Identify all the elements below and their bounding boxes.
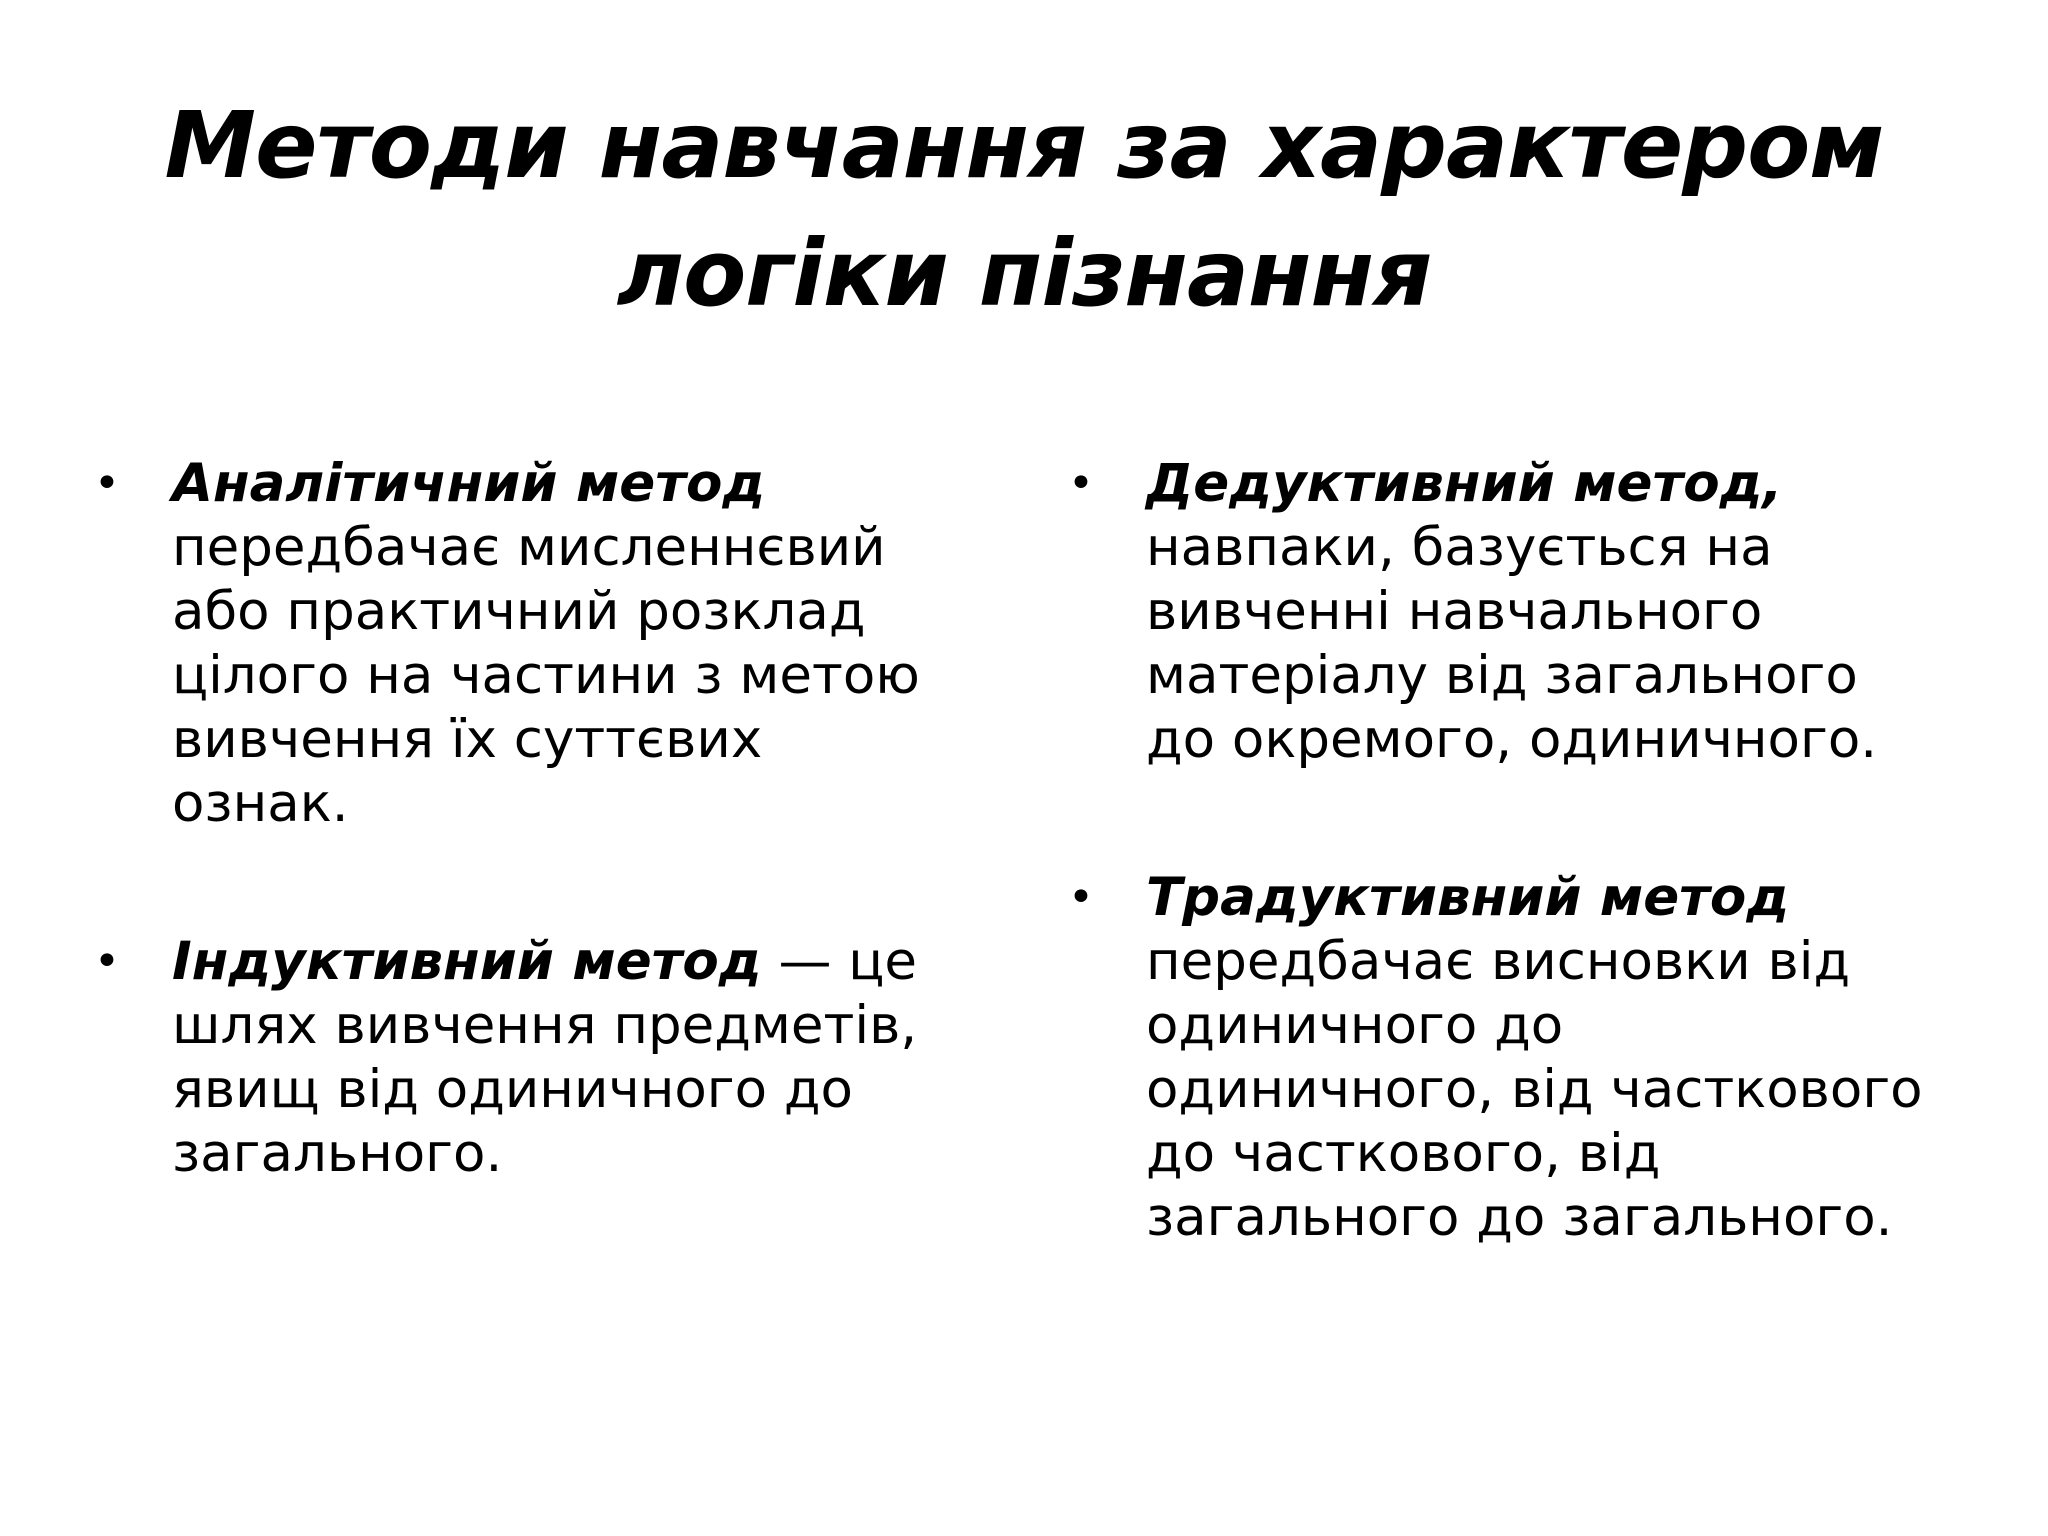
- right-bullet-list: [1068, 452, 2018, 1250]
- right-column: [1068, 452, 2018, 1344]
- text-line: одиничного до: [1146, 995, 1564, 1056]
- term-tail: — це: [761, 931, 917, 992]
- term-traductive-method: Традуктивний метод: [1146, 867, 1790, 928]
- bullet-dot-icon: •: [1068, 872, 1094, 923]
- text-line: вивченні навчального: [1146, 581, 1763, 642]
- text-line: вивчення їх суттєвих: [172, 709, 763, 770]
- slide-title: [0, 82, 2048, 338]
- text-line: передбачає висновки від: [1146, 931, 1851, 992]
- text-line: загального.: [172, 1123, 503, 1184]
- text-line: цілого на частини з метою: [172, 645, 920, 706]
- term-analytical-method: Аналітичний метод: [172, 453, 766, 514]
- slide-title-line-2: логіки пізнання: [616, 220, 1432, 327]
- bullet-dot-icon: •: [1068, 458, 1094, 509]
- bullet-deductive-method: [1068, 452, 2018, 772]
- slide-title-line-1: Методи навчання за характером: [164, 92, 1884, 199]
- left-column: [94, 452, 994, 1280]
- text-line: до окремого, одиничного.: [1146, 709, 1878, 770]
- text-line: шлях вивчення предметів,: [172, 995, 918, 1056]
- term-deductive-method: Дедуктивний метод,: [1146, 453, 1783, 514]
- term-inductive-method: Індуктивний метод: [172, 931, 762, 992]
- bullet-dot-icon: •: [94, 936, 120, 987]
- text-line: або практичний розклад: [172, 581, 866, 642]
- text-line: передбачає мисленнєвий: [172, 517, 886, 578]
- text-line: навпаки, базується на: [1146, 517, 1773, 578]
- text-line: ознак.: [172, 773, 349, 834]
- left-bullet-list: [94, 452, 994, 1186]
- bullet-dot-icon: •: [94, 458, 120, 509]
- text-line: матеріалу від загального: [1146, 645, 1858, 706]
- bullet-analytical-method: [94, 452, 994, 836]
- text-line: одиничного, від часткового: [1146, 1059, 1923, 1120]
- bullet-traductive-method: [1068, 866, 2018, 1250]
- text-line: до часткового, від: [1146, 1123, 1661, 1184]
- text-line: явищ від одиничного до: [172, 1059, 853, 1120]
- bullet-inductive-method: [94, 930, 994, 1186]
- text-line: загального до загального.: [1146, 1187, 1893, 1248]
